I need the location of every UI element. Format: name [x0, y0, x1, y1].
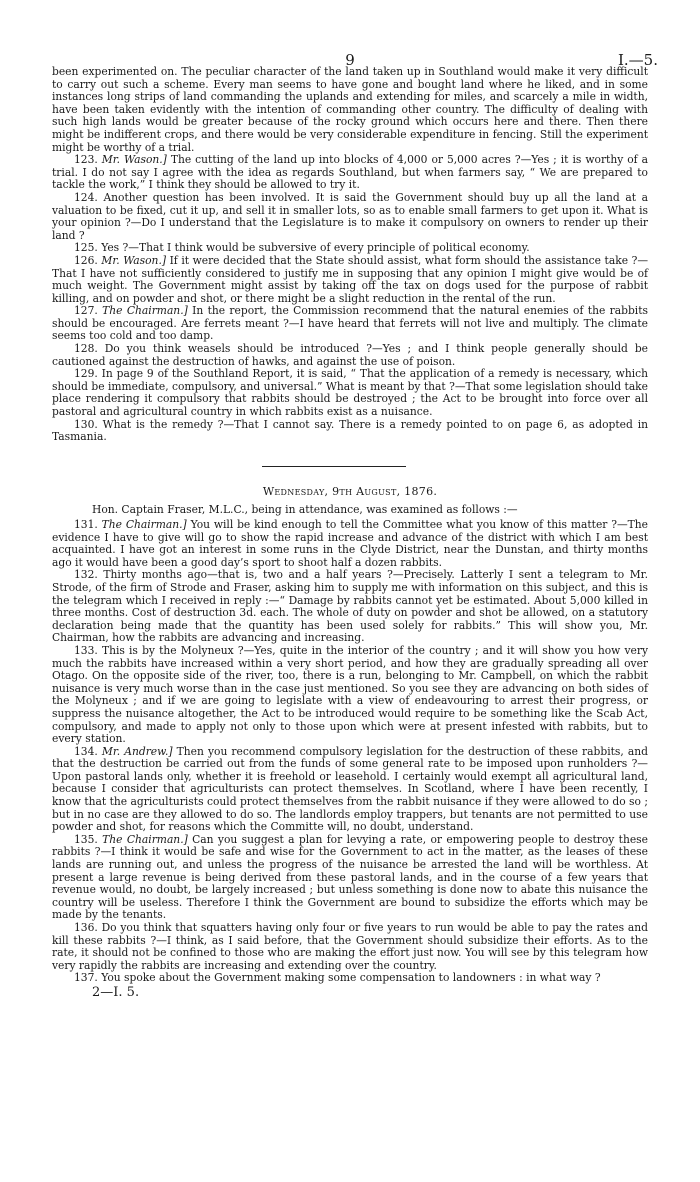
question-paragraph — [52, 834, 648, 922]
question-number: 127. — [74, 304, 103, 318]
question-text: The cutting of the land up into blocks of 4,000 or 5,000 acres ?—Yes ; it is worthy of a trial. I do not say I agree with the idea as regards Southland, but when farmers say, “ We are prepared to tackle the work,” I think they should be allowed to try it. — [52, 153, 649, 192]
question-text: You will be kind enough to tell the Committee what you know of this matter ?—The evidence I have to give will go to show the rapid increase and advance of the district with which I am best acquainted. I have got an interest in some runs in the Clyde District, near the Dunstan, and thirty months ago it would have been a good day’s sport to shoot half a dozen rabbits. — [52, 518, 648, 569]
opening-paragraph: been experimented on. The peculiar character of the land taken up in Southland would make it very difficult to carry out such a scheme. Every man seems to have gone and bought land where he liked, and in some instances long strips of land commanding the uplands and extending for miles, and scarcely a mile in width, have been taken evidently with the intention of commanding other country. The difficulty of dealing with such high lands would be greater because of the rocky ground which occurs here and there. Then there might be indifferent crops, and there would be very considerable expenditure in fencing. Still the experiment might be worthy of a trial. — [52, 65, 648, 154]
question-number: 134. — [74, 744, 102, 758]
speaker-label: Mr. Andrew.] — [101, 744, 173, 758]
question-number: 135. — [74, 832, 103, 846]
question-text: Then you recommend compulsory legislation for the destruction of these rabbits, and that the destruction be carried out from the funds of some general rate to be imposed upon runholders ?—Upon pastoral lands only, whether it is freehold or leasehold. I certainly would exempt all agricultural land, because I consider that agriculturists can protect themselves. In Scotland, where I have been recently, I know that the agriculturists could protect themselves from the rabbit nuisance if they were allowed to do so ; but in no case are they allowed to do so. The landlords employ trappers, but tenants are not permitted to use powder and shot, for reasons which the Committe will, no doubt, understand. — [52, 744, 648, 834]
question-paragraph — [52, 746, 648, 834]
speaker-label: Mr. Wason.] — [101, 153, 167, 167]
question-paragraph — [52, 419, 648, 444]
question-paragraph — [52, 343, 648, 368]
footer-code: 2—I. 5. — [92, 984, 140, 1000]
question-paragraph — [52, 519, 648, 569]
question-text: In the report, the Commission recommend that the natural enemies of the rabbits should be encouraged. Are ferrets meant ?—I have heard that ferrets will not live and multiply. The climate seems too cold and too damp. — [52, 304, 648, 343]
section-divider — [262, 466, 406, 467]
question-number: 136. — [74, 921, 102, 934]
question-number: 130. — [74, 417, 103, 431]
question-paragraph — [52, 255, 648, 305]
questions-section-a — [52, 154, 648, 444]
question-number: 128. — [74, 342, 105, 356]
question-number: 125. — [74, 241, 102, 255]
question-text: If it were decided that the State should assist, what form should the assistance take ?—That I have not sufficiently considered to justify me in supposing that any opinion I might give would be of much weight. The Government might assist by taking off the tax on dogs used for the purpose of rabbit killing, and on powder and shot, or there might be a slight reduction in the rental of the run. — [52, 253, 649, 305]
question-text: Can you suggest a plan for levying a rate, or empowering people to destroy these rabbits ?—I think it would be safe and wise for the Government to act in the matter, as the leases of these lands are running out, and unless the progress of the nuisance be arrested the land will be worthless. At present a large revenue is being derived from these pastoral lands, and in the course of a few years that revenue would, no doubt, be largely increased ; but unless something is done now to abate this nuisance the country will be useless. Therefore I think the Government are bound to subsidize the efforts which may be made by the tenants. — [52, 832, 648, 922]
session-heading-text: Wednesday, 9th August, 1876. — [262, 484, 438, 498]
question-number: 137. — [74, 971, 102, 985]
speaker-label: Mr. Wason.] — [101, 253, 167, 267]
questions-section-b — [52, 519, 648, 985]
question-number: 124. — [74, 190, 104, 204]
document-code: I.—5. — [617, 51, 658, 69]
session-intro — [52, 504, 648, 517]
question-text: Do you think weasels should be introduced ?—Yes ; and I think people generally should be cautioned against the destruction of hawks, and against the use of poison. — [52, 342, 648, 368]
question-paragraph — [52, 368, 648, 418]
question-text: What is the remedy ?—That I cannot say. There is a remedy pointed to on page 6, as adopted in Tasmania. — [52, 417, 648, 444]
question-paragraph — [52, 154, 648, 192]
question-text: Do you think that squatters having only four or five years to run would be able to pay the rates and kill these rabbits ?—I think, as I said before, that the Government should subsidize their efforts. As to the rate, it should not be confined to those who are making the effort just now. You will see by this telegram how very rapidly the rabbits are increasing and extending over the country. — [52, 921, 648, 972]
question-text: Another question has been involved. It is said the Government should buy up all the land at a valuation to be fixed, cut it up, and sell it in smaller lots, so as to enable small farmers to get upon it. What is your opinion ?—Do I understand that the Legislature is to make it compulsory on owners to render up their land ? — [52, 190, 648, 242]
question-paragraph — [52, 922, 648, 972]
session-heading — [52, 486, 648, 499]
question-paragraph — [52, 645, 648, 746]
question-paragraph — [52, 192, 648, 242]
question-text: Thirty months ago—that is, two and a half years ?—Precisely. Latterly I sent a telegram to Mr. Strode, of the firm of Strode and Fraser, asking him to supply me with information on this subject, and this is the telegram which I received in reply :—“ Damage by rabbits cannot yet be estimated. About 5,000 killed in three months. Cost of destruction 3d. each. The whole of duty on powder and shot be allowed, on a statutory declaration being made that the quantity has been used solely for rabbits.” This will show you, Mr. Chairman, how the rabbits are advancing and increasing. — [52, 568, 648, 645]
question-text: You spoke about the Government making some compensation to landowners : in what way ? — [101, 971, 601, 985]
section-divider-area — [52, 444, 648, 486]
question-paragraph — [52, 972, 648, 985]
question-number: 126. — [74, 253, 102, 267]
page-number: 9 — [345, 51, 355, 69]
question-text: Yes ?—That I think would be subversive of every principle of political economy. — [101, 241, 530, 255]
question-paragraph — [52, 305, 648, 343]
question-number: 131. — [74, 518, 102, 531]
question-number: 129. — [74, 367, 102, 381]
question-text: This is by the Molyneux ?—Yes, quite in the interior of the country ; and it will show you how very much the rabbits have increased within a very short period, and how they are gradually spreading all over Otago. On the opposite side of the river, too, there is a run, belonging to Mr. Campbell, on which the rabbit nuisance is very much worse than in the case just mentioned. So you see they are advancing on both sides of the Molyneux ; and if we are going to legislate with a view of endeavouring to arrest their progress, or suppress the nuisance altogether, the Act to be introduced would require to be something like the Scab Act, compulsory, and made to apply not only to those upon which were at present infested with rabbits, but to every station. — [52, 643, 648, 746]
question-number: 123. — [74, 153, 102, 167]
question-paragraph — [52, 569, 648, 645]
question-number: 132. — [74, 568, 104, 582]
question-text: In page 9 of the Southland Report, it is said, “ That the application of a remedy is necessary, which should be immediate, compulsory, and universal.” What is meant by that ?—That some legislation should take place rendering it compulsory that rabbits should be destroyed ; the Act to be brought into force over all pastoral and agricultural country in which rabbits exist as a nuisance. — [52, 367, 648, 419]
question-number: 133. — [74, 643, 102, 657]
session-intro-text: Hon. Captain Fraser, M.L.C., being in attendance, was examined as follows :— — [92, 503, 518, 517]
speaker-label: The Chairman.] — [101, 518, 187, 531]
speaker-label: The Chairman.] — [102, 304, 188, 318]
speaker-label: The Chairman.] — [102, 832, 188, 846]
